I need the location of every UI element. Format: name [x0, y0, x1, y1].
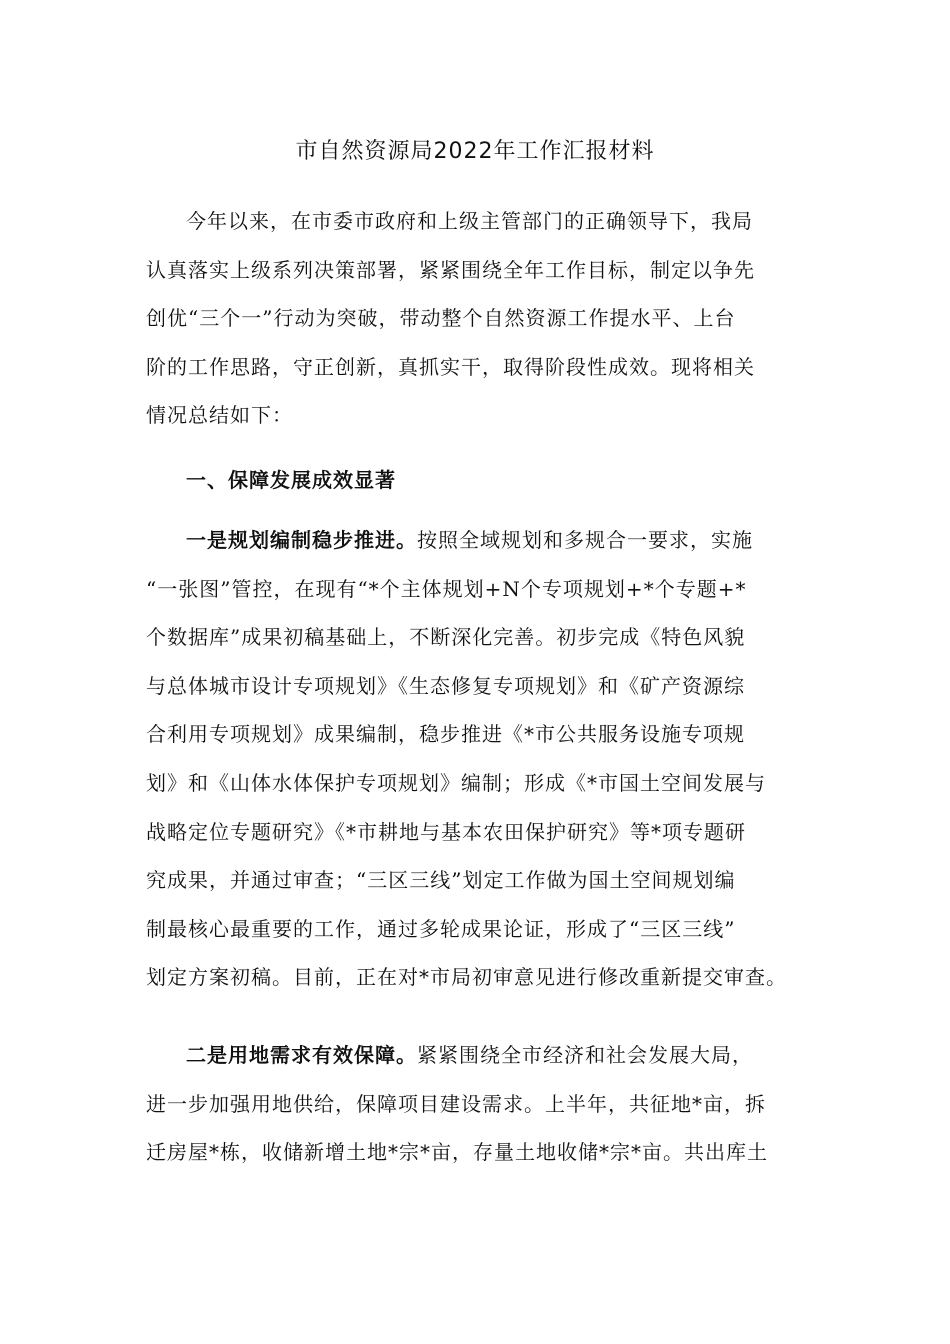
paragraph-line: 究成果，并通过审查；“三区三线”划定工作做为国土空间规划编	[146, 868, 736, 893]
paragraph-line: 创优“三个一”行动为突破，带动整个自然资源工作提水平、上台	[146, 306, 736, 331]
paragraph-line: 进一步加强用地供给，保障项目建设需求。上半年，共征地*亩，拆	[146, 1091, 766, 1116]
paragraph-line: 阶的工作思路，守正创新，真抓实干，取得阶段性成效。现将相关	[146, 354, 755, 379]
paragraph-line: “一张图”管控，在现有“*个主体规划+N个专项规划+*个专题+*	[146, 576, 747, 601]
paragraph-line: 制最核心最重要的工作，通过多轮成果论证，形成了“三区三线”	[146, 916, 736, 941]
paragraph-line: 合利用专项规划》成果编制，稳步推进《*市公共服务设施专项规	[146, 722, 745, 747]
planning-paragraph	[146, 516, 806, 1002]
land-use-paragraph	[146, 1031, 806, 1177]
paragraph-line: 认真落实上级系列决策部署，紧紧围绕全年工作目标，制定以争先	[146, 257, 755, 282]
paragraph-line: 迁房屋*栋，收储新增土地*宗*亩，存量土地收储*宗*亩。共出库土	[146, 1140, 768, 1165]
section-heading: 一、保障发展成效显著	[186, 468, 396, 492]
document-title: 市自然资源局2022年工作汇报材料	[295, 139, 655, 164]
paragraph-line: 划定方案初稿。目前，正在对*市局初审意见进行修改重新提交审查。	[146, 965, 787, 990]
paragraph-lead: 一是规划编制稳步推进。	[186, 528, 417, 552]
paragraph-line: 情况总结如下：	[146, 403, 293, 428]
paragraph-line: 与总体城市设计专项规划》《生态修复专项规划》和《矿产资源综	[146, 673, 745, 698]
paragraph-line: 个数据库”成果初稿基础上，不断深化完善。初步完成《特色风貌	[146, 625, 746, 650]
paragraph-line: 划》和《山体水体保护专项规划》编制；形成《*市国土空间发展与	[146, 770, 766, 795]
paragraph-text: 按照全域规划和多规合一要求，实施	[417, 528, 753, 552]
paragraph-text: 紧紧围绕全市经济和社会发展大局，	[417, 1043, 753, 1067]
paragraph-line: 今年以来，在市委市政府和上级主管部门的正确领导下，我局	[186, 209, 753, 233]
paragraph-lead: 二是用地需求有效保障。	[186, 1043, 417, 1067]
paragraph-first-line	[146, 1031, 806, 1080]
intro-paragraph	[146, 197, 806, 440]
paragraph-first-line	[146, 516, 806, 565]
paragraph-line: 战略定位专题研究》《*市耕地与基本农田保护研究》等*项专题研	[146, 819, 746, 844]
